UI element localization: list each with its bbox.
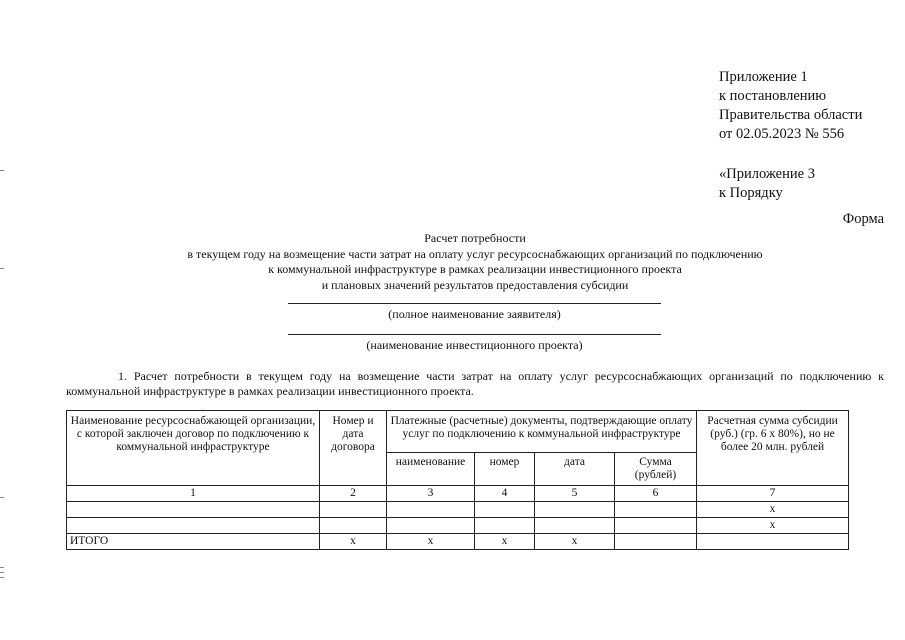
form-label: Форма xyxy=(842,211,884,227)
col2-header: Номер и дата договора xyxy=(320,411,387,486)
x-mark: x xyxy=(387,534,475,550)
scan-edge-mark xyxy=(0,577,4,578)
table-cell xyxy=(535,502,615,518)
table-cell xyxy=(320,502,387,518)
x-mark: x xyxy=(535,534,615,550)
table-cell xyxy=(67,518,320,534)
total-label: ИТОГО xyxy=(67,534,320,550)
payment-docs-header: Платежные (расчетные) документы, подтверждающие оплату услуг по подключению к коммунальной инфраструктуре xyxy=(387,411,697,453)
col7-header: Расчетная сумма субсидии (руб.) (гр. 6 x 80%), но не более 20 млн. рублей xyxy=(697,411,849,486)
col-number-2: 2 xyxy=(320,486,387,502)
total-row xyxy=(67,534,849,550)
paragraph-text: 1. Расчет потребности в текущем году на возмещение части затрат на оплату услуг ресурсоснабжающих организаций по подключению к коммунальной инфраструктуре в рамках реализации инвестиционного проекта. xyxy=(66,369,884,398)
title-line-3: к коммунальной инфраструктуре в рамках реализации инвестиционного проекта xyxy=(268,262,682,276)
scan-edge-mark xyxy=(0,567,4,568)
appendix-line-5: «Приложение 3 xyxy=(719,166,815,182)
col5-header: дата xyxy=(535,453,615,486)
scan-edge-mark xyxy=(0,497,4,498)
scan-edge-mark xyxy=(0,572,4,573)
col3-header: наименование xyxy=(387,453,475,486)
project-caption: (наименование инвестиционного проекта) xyxy=(366,338,583,352)
table-cell xyxy=(615,534,697,550)
paragraph-1 xyxy=(66,369,884,399)
col6-header: Сумма (рублей) xyxy=(615,453,697,486)
title-line-4: и плановых значений результатов предоставления субсидии xyxy=(321,277,629,292)
x-mark: x xyxy=(697,502,849,518)
scan-edge-mark xyxy=(0,268,4,269)
title-line-1: Расчет потребности xyxy=(424,231,526,245)
applicant-caption: (полное наименование заявителя) xyxy=(388,307,561,321)
table-row xyxy=(67,518,849,534)
col-number-3: 3 xyxy=(387,486,475,502)
table-cell xyxy=(320,518,387,534)
table-cell xyxy=(67,502,320,518)
appendix-line-2: к постановлению xyxy=(719,88,827,104)
calculation-table xyxy=(66,410,849,550)
appendix-line-3: Правительства области xyxy=(719,107,863,123)
x-mark: x xyxy=(475,534,535,550)
project-fill-line xyxy=(288,334,661,335)
table-cell xyxy=(615,518,697,534)
column-number-row xyxy=(67,486,849,502)
table-cell xyxy=(387,502,475,518)
col-number-5: 5 xyxy=(535,486,615,502)
x-mark: x xyxy=(320,534,387,550)
title-line-2: в текущем году на возмещение части затрат на оплату услуг ресурсоснабжающих организаций по подключению xyxy=(187,246,763,261)
table-cell xyxy=(475,502,535,518)
appendix-gap xyxy=(719,144,862,165)
table-cell xyxy=(697,534,849,550)
appendix-line-4: от 02.05.2023 № 556 xyxy=(719,126,845,142)
header-row-1 xyxy=(67,411,849,453)
table-row xyxy=(67,502,849,518)
appendix-line-6: к Порядку xyxy=(719,185,783,201)
x-mark: x xyxy=(697,518,849,534)
table-cell xyxy=(615,502,697,518)
col4-header: номер xyxy=(475,453,535,486)
col-number-4: 4 xyxy=(475,486,535,502)
col-number-1: 1 xyxy=(67,486,320,502)
col1-header: Наименование ресурсоснабжающей организации, с которой заключен договор по подключению к коммунальной инфраструктуре xyxy=(67,411,320,486)
table-cell xyxy=(387,518,475,534)
table-cell xyxy=(475,518,535,534)
table-cell xyxy=(535,518,615,534)
appendix-line-1: Приложение 1 xyxy=(719,69,808,85)
appendix-block xyxy=(719,68,862,203)
scan-edge-mark xyxy=(0,170,4,171)
col-number-6: 6 xyxy=(615,486,697,502)
col-number-7: 7 xyxy=(697,486,849,502)
document-title xyxy=(60,231,890,293)
applicant-fill-line xyxy=(288,303,661,304)
